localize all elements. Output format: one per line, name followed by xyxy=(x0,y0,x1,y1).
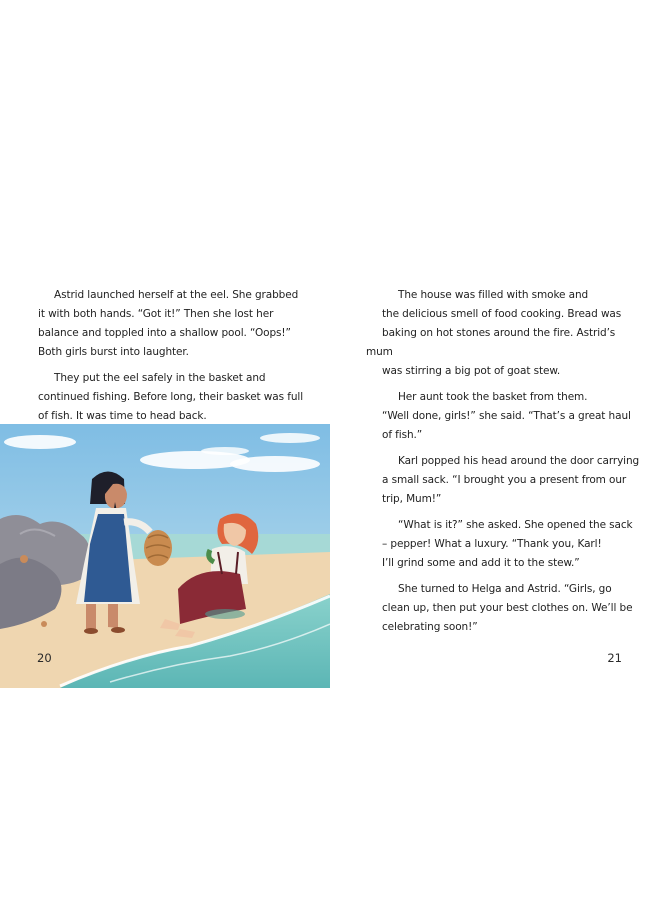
text-line: was stirring a big pot of goat stew. xyxy=(382,365,561,377)
shell xyxy=(20,555,28,563)
text-line: clean up, then put your best clothes on. We’ll be xyxy=(382,602,633,614)
paragraph xyxy=(382,516,644,573)
paragraph xyxy=(382,452,644,509)
left-page-text xyxy=(38,286,310,433)
page-number: 21 xyxy=(607,651,622,665)
shoe xyxy=(84,628,98,634)
text-line: it with both hands. “Got it!” Then she lost her xyxy=(38,308,274,320)
beach-scene-image xyxy=(0,424,330,688)
paragraph xyxy=(382,388,644,445)
text-line: Both girls burst into laughter. xyxy=(38,346,189,358)
text-line: the delicious smell of food cooking. Bread was xyxy=(382,308,622,320)
cloth xyxy=(205,609,245,619)
text-line: balance and toppled into a shallow pool. “Oops!” xyxy=(38,327,291,339)
right-page-text xyxy=(366,286,644,644)
page-number: 20 xyxy=(37,651,52,665)
text-line: She turned to Helga and Astrid. “Girls, go xyxy=(398,583,612,595)
text-line: a small sack. “I brought you a present from our xyxy=(382,474,627,486)
right-page xyxy=(330,0,660,904)
text-line: Astrid launched herself at the eel. She grabbed xyxy=(54,289,299,301)
text-line: continued fishing. Before long, their basket was full xyxy=(38,391,304,403)
text-line: trip, Mum!” xyxy=(382,493,442,505)
text-line: – pepper! What a luxury. “Thank you, Karl! xyxy=(382,538,602,550)
text-line: Karl popped his head around the door carrying xyxy=(398,455,640,467)
cloud xyxy=(201,447,249,455)
text-line: The house was filled with smoke and xyxy=(398,289,589,301)
text-line: I’ll grind some and add it to the stew.” xyxy=(382,557,580,569)
paragraph xyxy=(366,286,644,381)
shoe xyxy=(111,627,125,633)
paragraph xyxy=(382,580,644,637)
text-line: “Well done, girls!” she said. “That’s a great haul xyxy=(382,410,631,422)
text-line: of fish.” xyxy=(382,429,423,441)
text-line: celebrating soon!” xyxy=(382,621,478,633)
shell xyxy=(41,621,47,627)
text-line: of fish. It was time to head back. xyxy=(38,410,207,422)
text-line: baking on hot stones around the fire. Astrid’s mum xyxy=(366,327,616,358)
cloud xyxy=(230,456,320,472)
cloud xyxy=(260,433,320,443)
cloud xyxy=(4,435,76,449)
text-line: They put the eel safely in the basket and xyxy=(54,372,266,384)
text-line: Her aunt took the basket from them. xyxy=(398,391,588,403)
paragraph xyxy=(38,286,310,362)
text-line: “What is it?” she asked. She opened the sack xyxy=(398,519,633,531)
beach-illustration xyxy=(0,424,330,688)
paragraph xyxy=(38,369,310,426)
